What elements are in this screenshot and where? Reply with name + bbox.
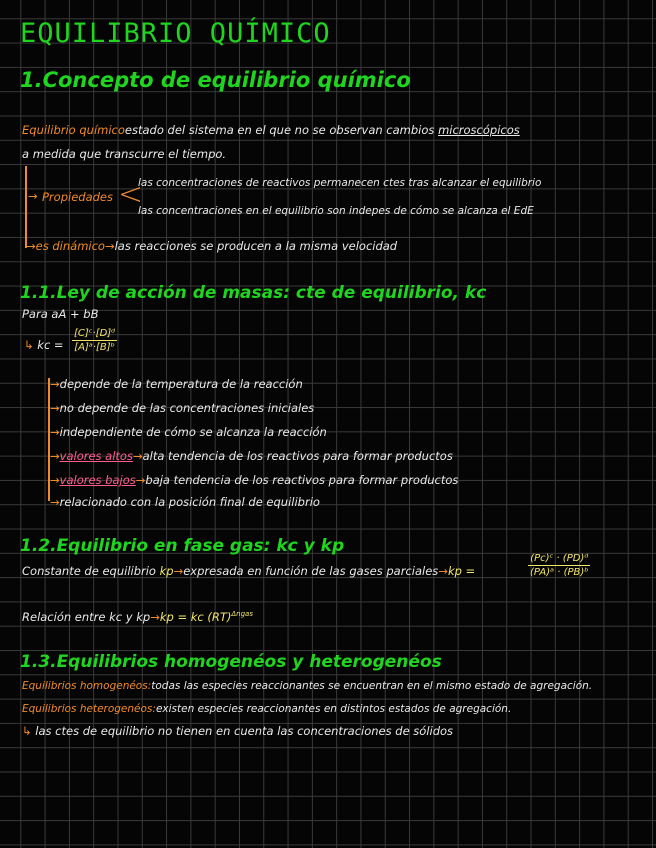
- kp-fraction: [528, 553, 591, 578]
- arrow-right-icon: →: [135, 473, 146, 487]
- arrow-right-icon: →: [438, 564, 448, 578]
- arrow-right-icon: →: [150, 609, 160, 624]
- arrow-right-icon: →: [50, 449, 60, 463]
- arrow-right-icon: ↳: [24, 338, 34, 352]
- kp-definition-text: Constante de equilibrio: [22, 564, 156, 578]
- heterogeneous-line: [22, 704, 511, 715]
- relation-line: [22, 611, 253, 623]
- kc-formula: [24, 340, 64, 352]
- kc-property-text: depende de la temperatura de la reacción: [59, 377, 303, 391]
- high-values-label: valores altos: [59, 449, 133, 463]
- kc-property-1: [50, 379, 303, 391]
- low-values-text: baja tendencia de los reactivos para formar productos: [145, 473, 459, 487]
- high-values-text: alta tendencia de los reactivos para formar productos: [142, 449, 453, 463]
- dynamic-text: las reacciones se producen a la misma velocidad: [114, 239, 398, 253]
- solids-note: [22, 726, 453, 738]
- solids-note-text: las ctes de equilibrio no tienen en cuenta las concentraciones de sólidos: [35, 724, 454, 738]
- kp-numerator: (Pc)ᶜ · (PD)ᵈ: [530, 553, 589, 564]
- arrow-right-icon: →: [132, 449, 143, 463]
- kc-property-final: [50, 497, 320, 509]
- kp-definition: [22, 566, 475, 578]
- arrow-right-icon: →: [28, 189, 38, 203]
- kc-property-2: [50, 403, 314, 415]
- kc-fraction: [72, 328, 117, 353]
- kp-definition-text-2: expresada en función de las gases parciales: [183, 564, 439, 578]
- kc-low-values: [50, 475, 458, 487]
- arrow-right-icon: →: [104, 239, 115, 253]
- dynamic-line: [26, 241, 397, 253]
- relation-formula: kp = kc (RT): [159, 609, 232, 624]
- heterogeneous-text: existen especies reaccionantes en distintos estados de agregación.: [155, 703, 512, 715]
- property-1: las concentraciones de reactivos permanecen ctes tras alcanzar el equilibrio: [138, 177, 542, 189]
- kp-symbol: kp: [159, 564, 174, 578]
- heterogeneous-label: Equilibrios heterogenéos:: [22, 703, 156, 715]
- kc-high-values: [50, 451, 453, 463]
- definition-underlined: microscópicos: [438, 123, 520, 137]
- relation-text: Relación entre: [22, 609, 106, 624]
- arrow-right-icon: →: [50, 425, 60, 439]
- kc-denominator: [A]ᵃ·[B]ᵇ: [74, 342, 115, 353]
- properties-label: Propiedades: [42, 190, 113, 204]
- relation-symbols: kc y kp: [109, 609, 151, 624]
- definition-line-1: [22, 125, 520, 137]
- arrow-right-icon: →: [50, 377, 60, 391]
- relation-exponent: Δngas: [231, 610, 253, 618]
- dynamic-label: es dinámico: [35, 239, 105, 253]
- homogeneous-text: todas las especies reaccionantes se encuentran en el mismo estado de agregación.: [151, 680, 593, 692]
- definition-text: estado del sistema en el que no se observan cambios: [124, 123, 439, 137]
- section-1-3-heading: 1.3.Equilibrios homogenéos y heterogenéos: [20, 652, 442, 672]
- arrow-right-icon: ↳: [22, 724, 32, 738]
- arrow-right-icon: →: [50, 401, 60, 415]
- kc-numerator: [C]ᶜ·[D]ᵈ: [74, 328, 116, 339]
- section-1-2-heading: 1.2.Equilibrio en fase gas: kc y kp: [20, 536, 345, 556]
- kp-label: kp =: [447, 564, 476, 578]
- arrow-right-icon: →: [50, 495, 60, 509]
- property-2: las concentraciones en el equilibrio son indepes de cómo se alcanza el EdE: [138, 205, 534, 217]
- kp-denominator: (PA)ᵃ · (PB)ᵇ: [530, 567, 589, 578]
- kc-label: kc =: [37, 338, 64, 352]
- low-values-label: valores bajos: [59, 473, 136, 487]
- kc-property-text: relacionado con la posición final de equilibrio: [59, 495, 320, 509]
- section-1-1-heading: 1.1.Ley de acción de masas: cte de equilibrio, kc: [20, 283, 487, 303]
- definition-term: Equilibrio químico: [22, 123, 125, 137]
- reaction-text: Para aA + bB: [22, 307, 99, 321]
- section-1-heading: 1.Concepto de equilibrio químico: [20, 68, 411, 92]
- homogeneous-line: [22, 681, 592, 692]
- kc-property-3: [50, 427, 327, 439]
- page-title: EQUILIBRIO QUÍMICO: [20, 18, 331, 49]
- definition-line-2: a medida que transcurre el tiempo.: [22, 147, 227, 161]
- arrow-right-icon: →: [173, 564, 184, 578]
- arrow-right-icon: →: [50, 473, 60, 487]
- homogeneous-label: Equilibrios homogenéos:: [22, 680, 152, 692]
- kc-property-text: no depende de las concentraciones iniciales: [59, 401, 315, 415]
- arrow-right-icon: →: [26, 239, 36, 253]
- brace-icon: <: [118, 177, 144, 212]
- kc-property-text: independiente de cómo se alcanza la reacción: [59, 425, 327, 439]
- bracket-line: [25, 166, 27, 248]
